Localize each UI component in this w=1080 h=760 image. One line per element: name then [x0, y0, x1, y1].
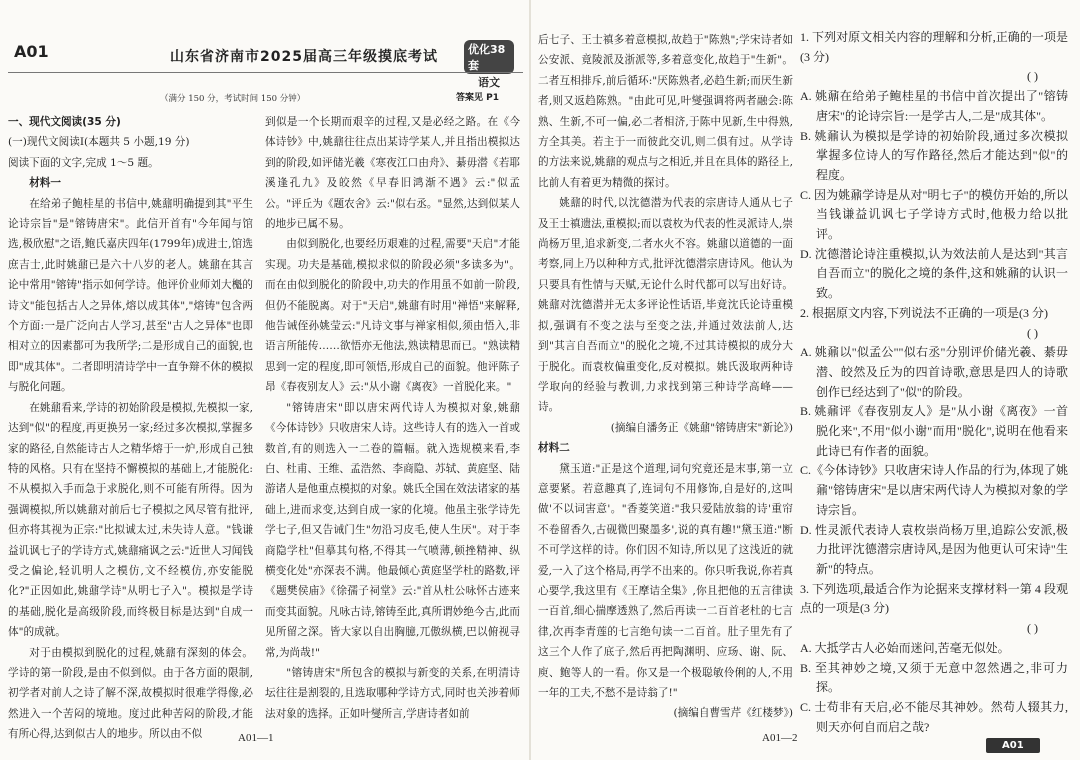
option: A. 大抵学古人必始而迷问,苦毫无似处。	[800, 640, 1010, 655]
logo	[464, 40, 514, 89]
material-2-label: 材料二	[538, 442, 570, 455]
subsection-heading: (一)现代文阅读Ⅰ(本题共 5 小题,19 分)	[8, 136, 190, 149]
paragraph: 在给弟子鲍桂星的书信中,姚鼐明确提到其"平生论诗宗旨"是"镕铸唐宋"。此信开首有"今年闻与馆选,极欣慰"之语,鲍氏嘉庆四年(1799年)成进士,馆选庶吉士,此时姚鼐已是六十八岁的老人。姚鼐在其言论中常用"镕铸"指示如何学诗。他评价业师刘大櫆的诗文"能包括古人之异体,熔以成其体","熔铸"包含两个方面:一是广泛向古人学习,甚至"古人之异体"也即相对立的因素都可为我所学;二是形成自己的面貌,也即"成其体"。二者即明清诗学中一直争辩不休的模拟与脱化问题。	[8, 197, 253, 394]
page-number-right: A01—2	[762, 732, 798, 744]
right-page	[530, 0, 1080, 760]
source-citation: (摘编自曹雪芹《红楼梦》)	[673, 707, 793, 720]
answer-blank: ( )	[1027, 621, 1038, 636]
paragraph: "镕铸唐宋"所包含的模拟与新变的关系,在明清诗坛往往是割裂的,且选取哪种学诗方式,同时也关涉着师法对象的选择。正如叶燮所言,学唐诗者如前	[265, 666, 520, 720]
option: C.《今体诗钞》只收唐宋诗人作品的行为,体现了姚鼐"镕铸唐宋"是以唐宋两代诗人为模拟对象的学诗宗旨。	[800, 463, 1068, 517]
column-3	[538, 30, 793, 724]
section-heading: 一、现代文阅读(35 分)	[8, 116, 121, 128]
page-id: A01	[14, 42, 49, 61]
paragraph: 到似是一个长期而艰辛的过程,又是必经之路。在《今体诗钞》中,姚鼐往往点出某诗学某人,并且指出模拟达到的阶段,如评储光羲《寒夜江口由舟》、綦毋潜《若耶溪逢孔九》及皎然《早春旧鸿渐不遇》云:"似孟公。"评丘为《题农舍》云:"似右丞。"显然,达到似某人的地步已属不易。	[265, 116, 520, 231]
option: D. 性灵派代表诗人袁枚崇尚杨万里,追踪公安派,极力批评沈德潜宗唐诗风,是因为他更认可宋诗"生新"的特点。	[800, 522, 1068, 576]
paragraph: 对于由模拟到脱化的过程,姚鼐有深刻的体会。学诗的第一阶段,是由不似到似。由于各方面的限制,初学者对前人之诗了解不深,故模拟时很难学得像,必然进入一个苦闷的境地。度过此种苦闷的阶段,才能有所心得,达到似古人的地步。所以由不似	[8, 646, 253, 741]
option: C. 士苟非有天启,必不能尽其神妙。然苟人辍其力,则天亦何自而启之哉?	[800, 699, 1068, 734]
question-3	[800, 580, 1068, 738]
paragraph: 由似到脱化,也要经历艰难的过程,需要"天启"才能实现。功夫是基础,模拟求似的阶段必须"多读多为"。而在由似到脱化的阶段中,功夫的作用虽不如前一阶段,但仍不能脱离。对于"天启",姚鼐有时用"禅悟"来解释,他告诫侄孙姚莹云:"凡诗文事与禅家相似,须由悟入,非语言所能传……欲悟亦无他法,熟读精思而已。"熟读精思到一定的程度,即可领悟,形成自己的面貌。他评陈子昂《春夜别友人》云:"从小谢《离夜》一首脱化来。"	[265, 238, 520, 394]
header-rule	[8, 72, 523, 73]
question-stem: 3. 下列选项,最适合作为论据来支撑材料一第 4 段观点的一项是(3 分)	[800, 581, 1068, 616]
paragraph: 后七子、王士禛多着意模拟,故趋于"陈熟";学宋诗者如公安派、竟陵派及浙派等,多着意变化,故趋于"生新"。二者互相排斥,前后循环:"厌陈熟者,必趋生新;而厌生新者,则又返趋陈熟。"由此可见,叶燮强调将两者融会:陈熟、生新,不可一偏,必二者相济,于陈中见新,生中得熟,方全其美。若主于一而彼此交讥,则二俱有过。从学诗的方法来说,姚鼐的观点与之相近,并且在具体的路径上,比前人有着更为精微的探讨。	[538, 34, 793, 189]
question-stem: 1. 下列对原文相关内容的理解和分析,正确的一项是(3 分)	[800, 30, 1068, 64]
option: B. 姚鼐认为模拟是学诗的初始阶段,通过多次模拟掌握多位诗人的写作路径,然后才能达到"似"的程度。	[800, 128, 1068, 182]
option: C. 因为姚鼐学诗是从对"明七子"的模仿开始的,所以当钱谦益讥讽七子学诗方式时,他极力给以批评。	[800, 187, 1068, 242]
option: B. 至其神妙之境,又须于无意中忽然遇之,非可力探。	[800, 660, 1068, 695]
left-page	[0, 0, 530, 760]
option: A. 姚鼐以"似孟公""似右丞"分别评价储光羲、綦毋潜、皎然及丘为的四首诗歌,意思是四人的诗歌创作已经达到了"似"的阶段。	[800, 345, 1068, 399]
page-number-left: A01—1	[238, 732, 274, 744]
paragraph: 姚鼐的时代,以沈德潜为代表的宗唐诗人通从七子及王士禛遗法,重模拟;而以袁枚为代表的性灵派诗人,崇尚杨万里,追求新变,二者水火不容。姚鼐以道德的一面考察,同上乃以种种方式,批评沈德潜宗唐诗风。他认为只要具有性情与天赋,无论什么时代都可以写出好诗。姚鼐对沈德潜并无太多评论性话语,毕竟沈氏论诗重模拟,强调有不变之法与至变之法,并通过效法前人,达到"其言自吾而立"的脱化之境,不过其诗模拟的成分大于脱化。而袁枚偏重变化,反对模拟。姚氏汲取两种诗学取向的经验与教训,力求找到第三种诗学高峰——诗。	[538, 197, 793, 414]
paragraph: "镕铸唐宋"即以唐宋两代诗人为模拟对象,姚鼐《今体诗钞》只收唐宋人诗。这些诗人有的选入一首或数首,有的则选入一二卷的篇幅。就入选规模来看,李白、杜甫、王维、孟浩然、李商隐、苏轼、黄庭坚、陆游诸人是他重点模拟的对象。姚氏全国在效法诸家的基础上,进而求变,达到自成一家的化境。他虽主张学诗先学七子,但又告诫门生"勿沿习皮毛,使人生厌"。对于李商隐学杜"但摹其句格,不得其一气喷薄,顿挫精神、纵横变化处"亦深表不满。他最倾心黄庭坚学杜的路数,评《题樊侯庙》《徐孺子祠堂》云:"首从杜公咏怀古迹来而变其面貌。凡咏古诗,镕铸至此,真所谓妙绝今古,此而见所留之深。皆大家以自出胸臆,兀傲纵横,巴以俯视寻常,为尚哉!"	[265, 401, 520, 659]
column-2	[265, 112, 520, 724]
question-2	[800, 304, 1068, 580]
paragraph: 在姚鼐看来,学诗的初始阶段是模拟,先模拟一家,达到"似"的程度,再更换另一家;经过多次模拟,掌握多家的路径,自然能诗古人之精华熔于一炉,形成自己独特的风格。只有在坚持不懈模拟的基础上,才能脱化:不从模拟入手而急于求脱化,则不可能有所得。因为强调模拟,所以姚鼐对前后七子模拟之风尽管有批评,但亦将其视为正宗:"比拟诚太过,未失诗人意。"钱谦益讥讽七子的学诗方式,姚鼐痛讽之云:"近世人习闻钱受之偏论,轻讥明人之模仿,文不经模仿,亦安能脱化?"正因如此,姚鼐学诗"从明七子入"。模拟是学诗的基础,脱化是高级阶段,而终极目标是达到"自成一体"的成就。	[8, 401, 253, 639]
material-1-label: 材料一	[29, 177, 61, 190]
paragraph: 黛玉道:"正是这个道理,词句究竟还是末事,第一立意要紧。若意趣真了,连词句不用修饰,自是好的,这叫做'不以词害意'。"香菱笑道:"我只爱陆放翁的诗'重帘不卷留香久,古砚微凹聚墨多',说的真有趣!"黛玉道:"断不可学这样的诗。你们因不知诗,所以见了这浅近的就爱,一入了这个格局,再学不出来的。你只听我说,你若真心要学,我这里有《王摩诘全集》,你且把他的五言律读一百首,细心揣摩透熟了,然后再读一二百首老杜的七言律,次再李青莲的七言绝句读一二百首。肚子里先有了这三个人作了底子,然后再把陶渊明、应玚、谢、阮、庾、鲍等人的一看。你又是一个极聪敏伶俐的人,不用一年的工夫,不愁不是诗翁了!"	[538, 462, 793, 699]
option: D. 沈德潜论诗注重模拟,认为效法前人是达到"其言自吾而立"的脱化之境的条件,这和姚鼐的认识一致。	[800, 246, 1068, 301]
logo-badge: 优化38套	[464, 40, 514, 74]
page-tag: A01	[986, 738, 1040, 753]
column-1	[8, 112, 253, 745]
exam-meta: （满分 150 分，考试时间 150 分钟）	[160, 94, 306, 104]
questions-column	[800, 28, 1068, 737]
option: B. 姚鼐评《春夜别友人》是"从小谢《离夜》一首脱化来",不用"似小谢"而用"脱化",说明在他看来此诗已有作者的面貌。	[800, 404, 1068, 458]
option: A. 姚鼐在给弟子鲍桂星的书信中首次提出了"镕铸唐宋"的论诗宗旨:一是学古人,二是"成其体"。	[800, 89, 1068, 123]
question-stem: 2. 根据原文内容,下列说法不正确的一项是(3 分)	[800, 305, 1048, 320]
subject: 语文	[478, 76, 500, 89]
answer-reference: 答案见 P1	[456, 93, 499, 103]
answer-blank: ( )	[1027, 325, 1038, 340]
question-1	[800, 28, 1068, 304]
exam-title: 山东省济南市2025届高三年级摸底考试	[170, 49, 438, 65]
answer-blank: ( )	[1027, 69, 1038, 84]
instruction: 阅读下面的文字,完成 1～5 题。	[8, 156, 159, 169]
source-citation: (摘编自潘务正《姚鼐"镕铸唐宋"新论》)	[610, 421, 793, 434]
